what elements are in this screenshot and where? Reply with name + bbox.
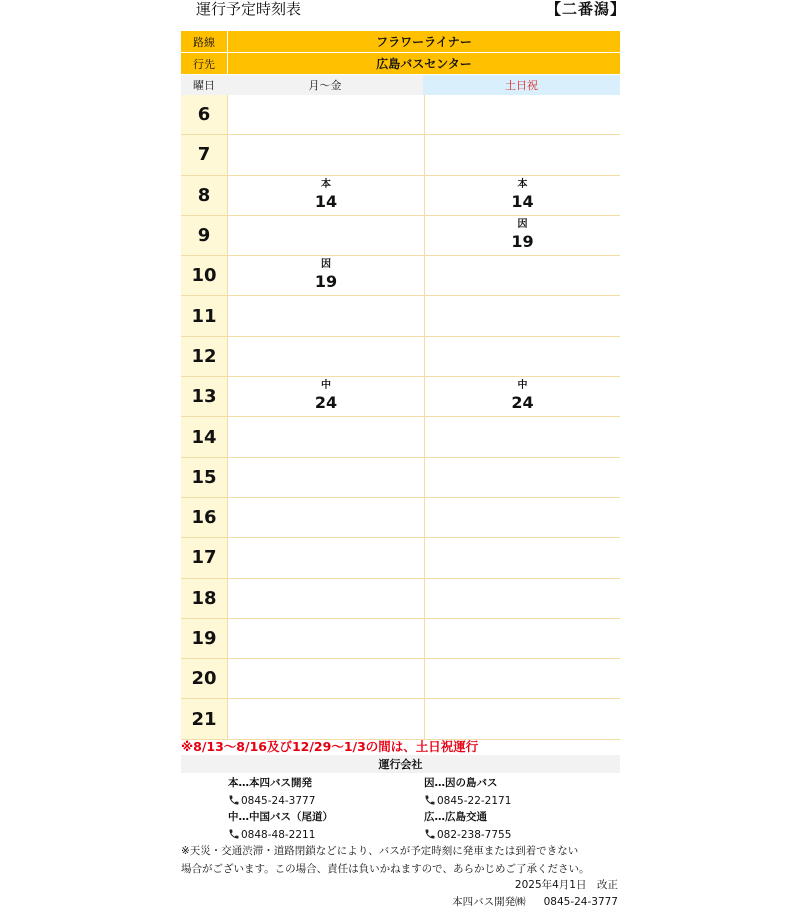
weekend-cell xyxy=(424,579,620,618)
departure xyxy=(228,379,424,414)
weekday-cell xyxy=(227,498,424,537)
weekend-cell xyxy=(424,659,620,698)
departure-minute: 14 xyxy=(314,191,338,211)
weekend-cell xyxy=(424,619,620,658)
operator-name: 中…中国バス（尾道） xyxy=(228,811,333,823)
hour-label: 10 xyxy=(181,256,227,295)
weekend-cell xyxy=(424,256,620,295)
hour-row xyxy=(181,176,620,216)
hour-row xyxy=(181,619,620,659)
hour-label: 19 xyxy=(181,619,227,658)
weekday-cell xyxy=(227,619,424,658)
hour-label: 13 xyxy=(181,377,227,416)
phone-icon xyxy=(228,828,240,840)
weekday-cell xyxy=(227,256,424,295)
departure-minute: 24 xyxy=(511,393,534,413)
weekday-cell xyxy=(227,699,424,738)
departure xyxy=(425,379,620,414)
weekday-cell xyxy=(227,296,424,335)
operator-item xyxy=(228,774,315,810)
hour-row xyxy=(181,579,620,619)
hour-label: 8 xyxy=(181,176,227,215)
weekend-cell xyxy=(424,699,620,738)
weekend-header: 土日祝 xyxy=(423,75,620,95)
destination-label: 行先 xyxy=(181,53,227,74)
phone-number: 0848-48-2211 xyxy=(241,829,316,841)
hour-row xyxy=(181,538,620,578)
route-name: フラワーライナー xyxy=(227,31,620,52)
weekday-cell xyxy=(227,95,424,134)
hour-label: 16 xyxy=(181,498,227,537)
weekend-cell xyxy=(424,216,620,255)
hour-row xyxy=(181,135,620,175)
hour-label: 15 xyxy=(181,458,227,497)
holiday-notice: ※8/13～8/16及び12/29～1/3の間は、土日祝運行 xyxy=(181,739,479,754)
weekday-cell xyxy=(227,337,424,376)
departure xyxy=(425,218,620,253)
hour-row xyxy=(181,659,620,699)
weekday-cell xyxy=(227,417,424,456)
weekend-cell xyxy=(424,135,620,174)
operator-name: 広…広島交通 xyxy=(424,811,487,823)
revision-date: 2025年4月1日 改正 xyxy=(514,879,618,891)
operator-code: 中 xyxy=(517,380,528,392)
weekend-cell xyxy=(424,95,620,134)
departure xyxy=(228,258,424,293)
disclaimer-line: ※天災・交通渋滞・道路閉鎖などにより、バスが予定時刻に発車または到着できない xyxy=(181,845,579,857)
weekend-cell xyxy=(424,417,620,456)
hour-row xyxy=(181,417,620,457)
operator-item xyxy=(424,774,511,810)
weekend-cell xyxy=(424,337,620,376)
hour-row xyxy=(181,699,620,739)
operator-name: 本…本四バス開発 xyxy=(228,777,312,789)
operator-code: 中 xyxy=(321,380,331,392)
operator-code: 因 xyxy=(321,259,331,271)
operator-item xyxy=(228,808,333,844)
day-label: 曜日 xyxy=(181,75,227,95)
operator-code: 本 xyxy=(321,178,331,190)
operator-code: 本 xyxy=(517,178,528,190)
hour-label: 12 xyxy=(181,337,227,376)
timetable xyxy=(181,31,620,740)
weekend-cell xyxy=(424,296,620,335)
phone-number: 0845-22-2171 xyxy=(437,795,512,807)
hour-rows xyxy=(181,95,620,740)
stop-name: 【二番潟】 xyxy=(546,0,627,18)
route-row xyxy=(181,31,620,53)
destination-name: 広島バスセンター xyxy=(227,53,620,74)
hour-label: 6 xyxy=(181,95,227,134)
weekday-cell xyxy=(227,135,424,174)
day-row xyxy=(181,75,620,95)
hour-row xyxy=(181,337,620,377)
hour-label: 9 xyxy=(181,216,227,255)
phone-icon xyxy=(228,794,240,806)
disclaimer xyxy=(181,842,621,878)
hour-row xyxy=(181,296,620,336)
disclaimer-line: 場合がございます。この場合、責任は負いかねますので、あらかじめご了承ください。 xyxy=(181,863,590,875)
footer-company: 本四バス開発㈱ xyxy=(452,896,526,908)
departure-minute: 24 xyxy=(314,393,338,413)
weekday-cell xyxy=(227,659,424,698)
hour-row xyxy=(181,216,620,256)
phone-number: 0845-24-3777 xyxy=(241,795,316,807)
hour-row xyxy=(181,498,620,538)
hour-row xyxy=(181,458,620,498)
hour-label: 17 xyxy=(181,538,227,577)
weekday-cell xyxy=(227,579,424,618)
hour-row xyxy=(181,256,620,296)
phone-icon xyxy=(424,828,436,840)
weekend-cell xyxy=(424,176,620,215)
hour-label: 20 xyxy=(181,659,227,698)
weekend-cell xyxy=(424,377,620,416)
weekday-cell xyxy=(227,176,424,215)
weekend-cell xyxy=(424,458,620,497)
operators-title: 運行会社 xyxy=(181,755,620,773)
hour-label: 11 xyxy=(181,296,227,335)
weekday-header: 月～金 xyxy=(227,75,423,95)
weekend-cell xyxy=(424,498,620,537)
phone-number: 082-238-7755 xyxy=(437,829,512,841)
hour-label: 14 xyxy=(181,417,227,456)
weekday-cell xyxy=(227,458,424,497)
operator-item xyxy=(424,808,511,844)
departure-minute: 14 xyxy=(511,191,534,211)
weekend-cell xyxy=(424,538,620,577)
weekday-cell xyxy=(227,216,424,255)
hour-label: 21 xyxy=(181,699,227,738)
operator-name: 因…因の島バス xyxy=(424,777,498,789)
operator-code: 因 xyxy=(517,218,528,230)
departure-minute: 19 xyxy=(314,272,338,292)
footer-contact xyxy=(452,894,618,909)
hour-row xyxy=(181,377,620,417)
weekday-cell xyxy=(227,377,424,416)
phone-icon xyxy=(424,794,436,806)
weekday-cell xyxy=(227,538,424,577)
page-title: 運行予定時刻表 xyxy=(196,0,302,18)
hour-label: 7 xyxy=(181,135,227,174)
footer-phone: 0845-24-3777 xyxy=(543,896,618,908)
departure xyxy=(425,178,620,213)
route-label: 路線 xyxy=(181,31,227,52)
departure-minute: 19 xyxy=(511,231,534,251)
hour-row xyxy=(181,95,620,135)
departure xyxy=(228,178,424,213)
destination-row xyxy=(181,53,620,75)
hour-label: 18 xyxy=(181,579,227,618)
